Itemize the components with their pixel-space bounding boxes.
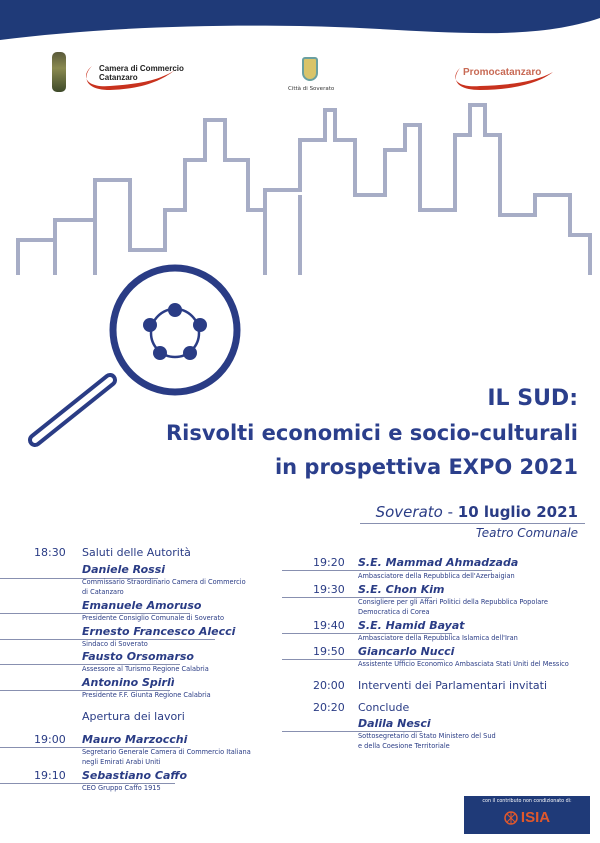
event-date: 10 luglio 2021 — [457, 503, 578, 521]
event-venue: Teatro Comunale — [475, 526, 578, 540]
session-heading: Conclude — [358, 701, 410, 714]
isia-logo-icon — [504, 811, 518, 825]
speaker-name: Daniele Rossi — [82, 563, 166, 576]
soverato-crest-logo — [302, 57, 318, 81]
speaker-name: S.E. Hamid Bayat — [358, 619, 465, 632]
speaker-role: Segretario Generale Camera di Commercio Italiana — [82, 748, 251, 756]
speaker-role: Sindaco di Soverato — [82, 640, 148, 648]
speaker-name: Dalila Nesci — [358, 717, 431, 730]
speaker-role: Commissario Straordinario Camera di Commercio — [82, 578, 246, 586]
sponsor-caption: con il contributo non condizionato di: — [482, 799, 572, 804]
title-line3: in prospettiva EXPO 2021 — [274, 455, 578, 479]
speaker-role: di Catanzaro — [82, 588, 124, 596]
speaker-role: Democratica di Corea — [358, 608, 430, 616]
speaker-role: Assistente Ufficio Economico Ambasciata Stati Uniti del Messico — [358, 660, 569, 668]
speaker-role: Assessore al Turismo Regione Calabria — [82, 665, 209, 673]
title-line2: Risvolti economici e socio-culturali — [165, 421, 578, 445]
speaker-role: e della Coesione Territoriale — [358, 742, 450, 750]
time: 19:30 — [313, 583, 345, 596]
speaker-role: Presidente F.F. Giunta Regione Calabria — [82, 691, 211, 699]
speaker-name: Fausto Orsomarso — [82, 650, 194, 663]
event-date-line — [376, 503, 578, 521]
speaker-role: CEO Gruppo Caffo 1915 — [82, 784, 161, 792]
session-heading: Interventi dei Parlamentari invitati — [358, 679, 548, 692]
title-line1: IL SUD: — [487, 386, 578, 411]
soverato-logo-text: Città di Soverato — [288, 86, 335, 92]
event-place: Soverato — [375, 503, 443, 521]
time: 19:20 — [313, 556, 345, 569]
speaker-role: Consigliere per gli Affari Politici della Repubblica Popolare — [358, 598, 548, 606]
speaker-role: negli Emirati Arabi Uniti — [82, 758, 161, 766]
speaker-role: Ambasciatore della Repubblica dell'Azerbaigian — [358, 572, 515, 580]
time: 19:50 — [313, 645, 345, 658]
camera-logo-line2: Catanzaro — [99, 73, 138, 82]
divider — [360, 523, 585, 524]
speaker-name: Antonino Spirlì — [82, 676, 175, 689]
promo-swoosh-icon — [450, 64, 560, 92]
time: 19:00 — [34, 733, 66, 746]
speaker-role: Presidente Consiglio Comunale di Soverato — [82, 614, 225, 622]
speaker-name: Emanuele Amoruso — [82, 599, 202, 612]
time: 20:00 — [313, 679, 345, 692]
session-heading: Saluti delle Autorità — [82, 546, 191, 559]
time: 20:20 — [313, 701, 345, 714]
speaker-name: S.E. Chon Kim — [358, 583, 445, 596]
time: 19:40 — [313, 619, 345, 632]
speaker-name: S.E. Mammad Ahmadzada — [358, 556, 519, 569]
speaker-role: Ambasciatore della Repubblica Islamica dell'Iran — [358, 634, 518, 642]
time: 19:10 — [34, 769, 66, 782]
time: 18:30 — [34, 546, 66, 559]
speaker-name: Ernesto Francesco Alecci — [82, 625, 236, 638]
promocatanzaro-logo-text: Promocatanzaro — [463, 67, 542, 78]
event-sep: - — [442, 503, 458, 521]
camera-crest-logo — [52, 52, 66, 92]
speaker-role: Sottosegretario di Stato Ministero del Sud — [358, 732, 496, 740]
sponsor-banner — [464, 796, 590, 834]
camera-swoosh-icon — [80, 62, 180, 92]
speaker-name: Giancarlo Nucci — [358, 645, 455, 658]
top-wave — [0, 0, 600, 50]
session-heading: Apertura dei lavori — [82, 710, 185, 723]
camera-logo-line1: Camera di Commercio — [99, 64, 184, 73]
speaker-name: Mauro Marzocchi — [82, 733, 188, 746]
speaker-name: Sebastiano Caffo — [82, 769, 188, 782]
sponsor-name: ISIA — [520, 809, 551, 826]
